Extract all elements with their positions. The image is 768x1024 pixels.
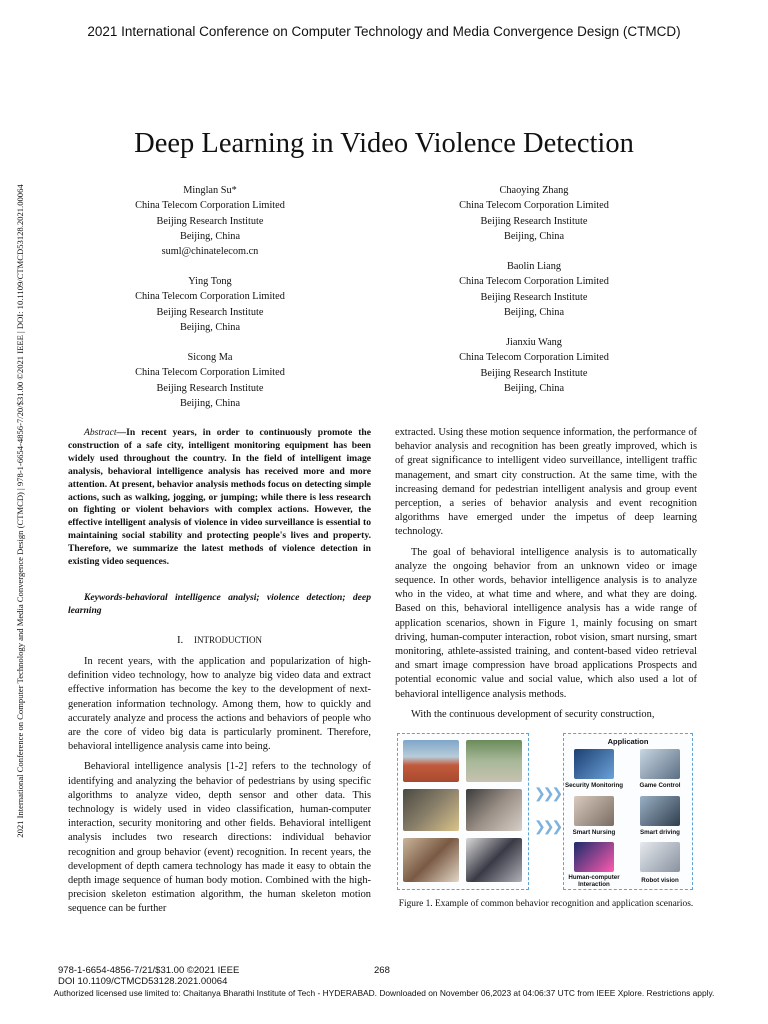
author-name: Sicong Ma xyxy=(187,352,233,363)
app-label: Security Monitoring xyxy=(564,782,624,789)
author-block xyxy=(404,259,664,320)
author-org: China Telecom Corporation Limited xyxy=(459,200,609,212)
abstract-label: Abstract xyxy=(84,427,117,438)
author-name: Ying Tong xyxy=(188,276,232,287)
application-title: Application xyxy=(607,737,649,746)
side-citation-text: 2021 International Conference on Computer Technology and Media Convergence Design (CTMCD) | 978-1-6654-4856-7/20/$31.00 ©2021 IEEE | DOI: 10.1109/CTMCD53128.2021.00064 xyxy=(15,184,25,838)
app-label: Robot vision xyxy=(641,877,679,884)
right-column-body xyxy=(395,426,697,722)
side-citation-strip xyxy=(10,118,30,904)
author-name: Minglan Su* xyxy=(183,185,237,196)
footer-isbn: 978-1-6654-4856-7/21/$31.00 ©2021 IEEE xyxy=(58,965,240,976)
paragraph: The goal of behavioral intelligence analysis is to automatically analyze the ongoing behavior from an unknown video or image sequence. In other words, behavior intelligence analysis is to analyze who in the video, at what time and where, and what they are doing. Based on this, behavioral intelligence analysis has a wide range of application scenarios, shown in Figure 1, mainly focusing on smart driving, human-computer interaction, robot vision, smart nursing, smart monitoring, athlete-assisted training, and content-based video retrieval and smart image compression have broad applications Prospects and potential economic value and social value, which also used a lot of behavioral intelligence analysis methods. xyxy=(395,546,697,700)
author-dept: Beijing Research Institute xyxy=(156,215,264,227)
author-block xyxy=(80,274,340,335)
author-city: Beijing, China xyxy=(179,321,241,333)
author-dept: Beijing Research Institute xyxy=(480,291,588,303)
conversation-photo xyxy=(466,838,522,882)
game-control-thumb xyxy=(640,749,680,779)
footer-isbn-block xyxy=(58,965,239,987)
author-city: Beijing, China xyxy=(503,306,565,318)
injury-photo xyxy=(403,838,459,882)
author-block xyxy=(404,183,664,244)
author-dept: Beijing Research Institute xyxy=(480,215,588,227)
author-email[interactable]: suml@chinatelecom.cn xyxy=(161,246,259,258)
paragraph: extracted. Using these motion sequence information, the performance of behavior analysis and recognition has been greatly improved, which is of great significance to intelligent video surveillance, intelligent traffic management, and smart city construction. At the same time, with the increasing demand for pedestrian intelligent analysis and group event perception, a series of behavior analysis and event recognition algorithms have emerged under the impetus of deep learning technology. xyxy=(395,427,697,538)
smart-nursing-thumb xyxy=(574,796,614,826)
keywords-text: Keywords-behavioral intelligence analysi; violence detection; deep learning xyxy=(68,592,371,616)
author-dept: Beijing Research Institute xyxy=(156,382,264,394)
app-label: Human-computer Interaction xyxy=(568,874,620,888)
keywords xyxy=(68,592,371,618)
author-org: China Telecom Corporation Limited xyxy=(135,291,285,303)
author-dept: Beijing Research Institute xyxy=(156,306,264,318)
author-dept: Beijing Research Institute xyxy=(480,367,588,379)
section-number: I. xyxy=(176,634,184,646)
page-number: 268 xyxy=(374,965,390,976)
paper-title: Deep Learning in Video Violence Detection xyxy=(134,128,634,159)
application-panel xyxy=(563,733,693,890)
conference-header: 2021 International Conference on Computer Technology and Media Convergence Design (CTMCD) xyxy=(87,24,681,39)
author-org: China Telecom Corporation Limited xyxy=(459,352,609,364)
abstract xyxy=(68,427,371,569)
abstract-text: In recent years, in order to continuously promote the construction of a safe city, intelligent monitoring equipment has been widely used throughout the country. In the field of intelligent image analysis, behavioral intelligence analysis has received more and more attention. At present, behavior analysis methods focus on detecting simple actions, such as walking, jogging, or jumping; while there is less research on fighting or violent behaviors with complex actions. However, the effective intelligent analysis of violence in video surveillance is essential to maintaining social stability and protecting people's lives and property. Therefore, we summarize the latest methods of violence detection in existing video sequences. xyxy=(68,427,371,568)
author-block xyxy=(404,335,664,396)
paragraph: Behavioral intelligence analysis [1-2] refers to the technology of identifying and analyzing the behavior of pedestrians by using specific algorithms to analyze video, depth sensor and other data. This technology is widely used in video classification, human-computer interaction, security monitoring and other fields. Behavioral intelligent analysis includes two research directions: individual behavior recognition and group behavior (event) recognition. In recent years, the development of depth camera technology has made it easy to obtain the depth image sequence of human body motion. Combined with the high-precision skeleton estimation algorithm, the human skeleton motion sequence can be further xyxy=(68,761,371,915)
fall-photo xyxy=(403,789,459,831)
figure-caption: Figure 1. Example of common behavior recognition and application scenarios. xyxy=(398,899,694,909)
left-column-body xyxy=(68,655,371,917)
author-city: Beijing, China xyxy=(179,397,241,409)
license-notice: Authorized licensed use limited to: Chaitanya Bharathi Institute of Tech - HYDERABAD. Downloaded on November 06,2023 at 04:06:37 UTC from IEEE Xplore. Restrictions apply. xyxy=(53,988,715,998)
author-org: China Telecom Corporation Limited xyxy=(459,276,609,288)
driving-photo xyxy=(466,789,522,831)
section-title: INTRODUCTION xyxy=(194,635,263,645)
app-label: Smart driving xyxy=(640,829,680,836)
author-city: Beijing, China xyxy=(503,382,565,394)
behavior-photo-panel xyxy=(397,733,529,890)
security-monitoring-thumb xyxy=(574,749,614,779)
author-block xyxy=(80,350,340,411)
section-heading xyxy=(68,634,371,646)
arrow-icon: ❯❯❯ xyxy=(534,818,561,834)
app-label: Smart Nursing xyxy=(572,829,616,836)
author-name: Chaoying Zhang xyxy=(499,185,569,196)
author-org: China Telecom Corporation Limited xyxy=(135,200,285,212)
human-computer-thumb xyxy=(574,842,614,872)
paragraph: In recent years, with the application and popularization of high-definition video technology, how to analyze big video data and extract effective information has become the key to the development of next-generation information technology. Among them, how to quickly and accurately analyze and process the actions and behaviors of people who are the core of video big data is particularly prominent. Therefore, behavioral intelligence analysis came into being. xyxy=(68,656,371,753)
running-photo xyxy=(403,740,459,782)
smart-driving-thumb xyxy=(640,796,680,826)
paragraph: With the continuous development of security construction, xyxy=(411,708,655,720)
arrow-icon: ❯❯❯ xyxy=(534,785,561,801)
author-city: Beijing, China xyxy=(503,230,565,242)
footer-doi: DOI 10.1109/CTMCD53128.2021.00064 xyxy=(58,976,228,987)
author-org: China Telecom Corporation Limited xyxy=(135,367,285,379)
author-name: Baolin Liang xyxy=(506,261,562,272)
app-label: Game Control xyxy=(639,782,681,789)
abstract-dash: — xyxy=(116,427,127,438)
walking-photo xyxy=(466,740,522,782)
author-name: Jianxiu Wang xyxy=(506,337,562,348)
author-block xyxy=(80,183,340,259)
author-city: Beijing, China xyxy=(179,230,241,242)
robot-vision-thumb xyxy=(640,842,680,872)
figure-1 xyxy=(397,733,693,893)
